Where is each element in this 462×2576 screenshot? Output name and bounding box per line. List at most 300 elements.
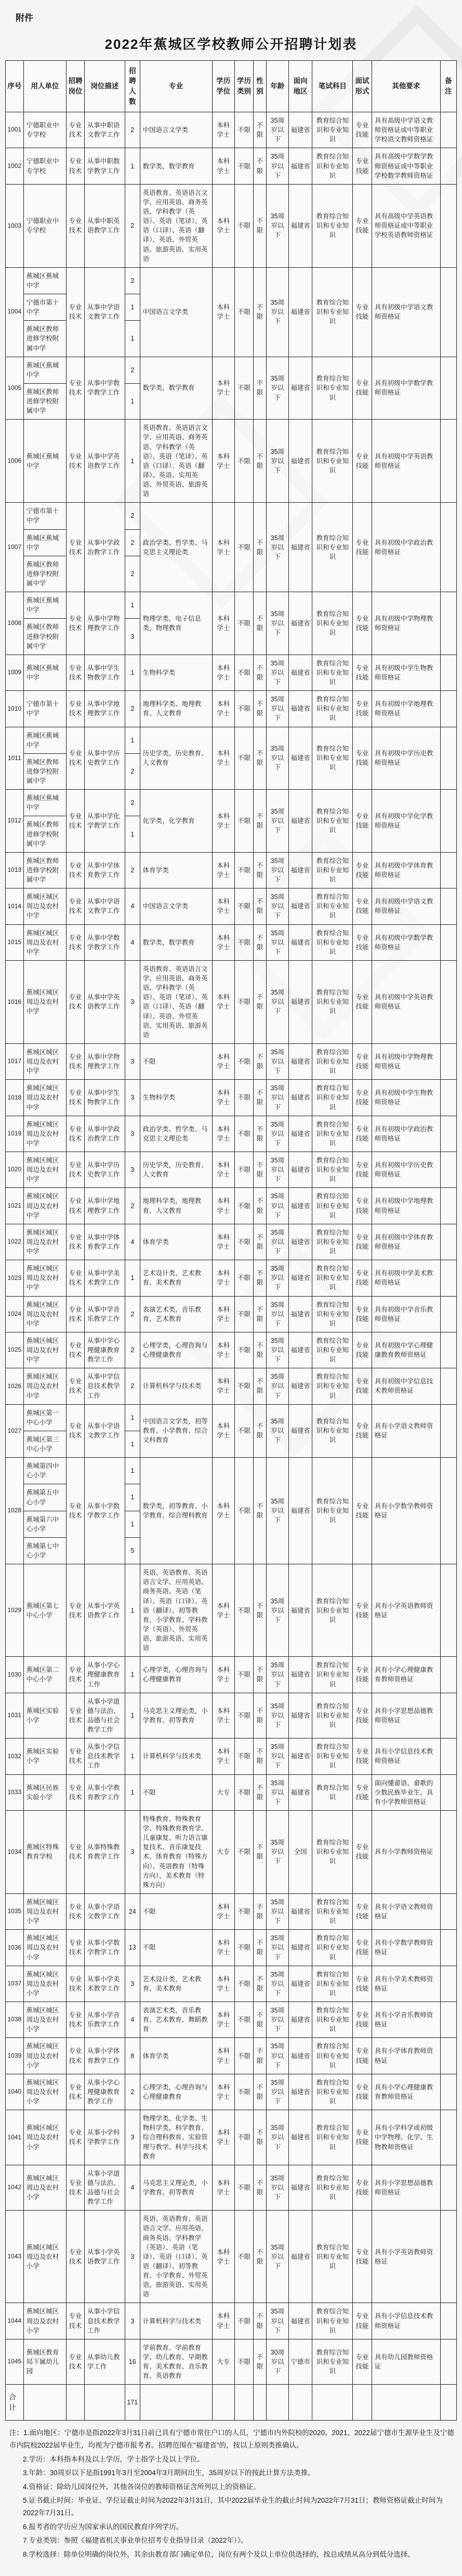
job-id-cell: 1011 <box>6 727 24 790</box>
written-exam-cell: 教育综合知识和专业知识 <box>312 357 353 420</box>
written-exam-cell: 教育综合知识和专业知识 <box>312 960 353 1043</box>
post-type-cell: 专业技术 <box>67 1368 85 1404</box>
remark-cell <box>440 184 456 267</box>
gender-cell: 不限 <box>254 1810 266 1893</box>
post-type-cell: 专业技术 <box>67 1966 85 2002</box>
gender-cell: 不限 <box>254 503 266 592</box>
remark-cell <box>440 503 456 592</box>
recruit-count-cell: 1 <box>125 321 140 357</box>
remark-cell <box>440 148 456 184</box>
post-description-cell: 从事中学体育教学工作 <box>84 1224 125 1260</box>
recruit-count-cell: 1 <box>125 1657 140 1693</box>
table-row <box>6 112 457 148</box>
region-cell: 福建省 <box>289 1296 312 1332</box>
post-type-cell: 专业技术 <box>67 184 85 267</box>
age-cell: 35周岁以下 <box>266 1043 288 1079</box>
post-type-cell: 专业技术 <box>67 888 85 924</box>
recruit-count-cell: 2 <box>125 503 140 529</box>
interview-form-cell: 专业技能 <box>353 1774 372 1810</box>
recruit-count-cell: 1 <box>125 1484 140 1511</box>
written-exam-cell: 教育综合知识和专业知识 <box>312 691 353 727</box>
employer-cell: 蕉城区第三中心小学 <box>23 1431 66 1457</box>
degree-cell: 本科学士 <box>212 1188 234 1224</box>
recruit-count-cell: 2 <box>125 691 140 727</box>
table-row <box>6 1188 457 1224</box>
other-requirements-cell: 具有初级中学美术教师资格证 <box>372 1260 440 1296</box>
gender-cell: 不限 <box>254 1296 266 1332</box>
employer-cell: 宁德市第十中学 <box>23 691 66 727</box>
notes-section <box>7 2427 455 2560</box>
region-cell: 福建省 <box>289 592 312 655</box>
other-requirements-cell: 具有初级中学心理健康教育教师资格证 <box>372 1332 440 1368</box>
age-cell: 35周岁以下 <box>266 790 288 853</box>
column-header-gender: 性别 <box>254 61 266 112</box>
other-requirements-cell: 具有初级中学生物教师资格证 <box>372 655 440 690</box>
degree-cell: 本科学士 <box>212 1224 234 1260</box>
table-row <box>6 1774 457 1810</box>
other-requirements-cell: 具有小学心理健康教育教师资格证 <box>372 1657 440 1693</box>
remark-cell <box>440 2038 456 2074</box>
post-type-cell: 专业技术 <box>67 2002 85 2038</box>
degree-cell: 大专 <box>212 1810 234 1893</box>
table-row <box>6 1738 457 1774</box>
remark-cell <box>440 2165 456 2211</box>
post-type-cell: 专业技术 <box>67 924 85 960</box>
remark-cell <box>440 790 456 853</box>
interview-form-cell: 专业技能 <box>353 2211 372 2303</box>
interview-form-cell: 专业技能 <box>353 1966 372 2002</box>
age-cell: 35周岁以下 <box>266 592 288 655</box>
degree-cell: 本科学士 <box>212 1368 234 1404</box>
job-id-cell: 1045 <box>6 2339 24 2385</box>
post-description-cell: 从事小学科学教学工作 <box>84 2110 125 2165</box>
post-description-cell: 从事中学信息技术教学工作 <box>84 1368 125 1404</box>
recruit-count-cell: 4 <box>125 888 140 924</box>
region-cell: 福建省 <box>289 1893 312 1929</box>
post-description-cell: 从事小学心理健康教育工作 <box>84 1657 125 1693</box>
edu-category-cell: 不限 <box>234 184 253 267</box>
written-exam-cell: 教育综合知识和专业知识 <box>312 1657 353 1693</box>
degree-cell: 本科学士 <box>212 2110 234 2165</box>
employer-cell: 蕉城区城区周边及农村中学 <box>23 1080 66 1116</box>
other-requirements-cell: 具有小学信息技术教师资格证 <box>372 1738 440 1774</box>
region-cell: 福建省 <box>289 184 312 267</box>
edu-category-cell: 不限 <box>234 924 253 960</box>
job-id-cell: 1033 <box>6 1774 24 1810</box>
post-type-cell: 专业技术 <box>67 1564 85 1657</box>
job-id-cell: 1012 <box>6 790 24 853</box>
interview-form-cell: 专业技能 <box>353 1152 372 1188</box>
empty-cell <box>84 2385 125 2421</box>
remark-cell <box>440 960 456 1043</box>
written-exam-cell: 教育综合知识和专业知识 <box>312 2165 353 2211</box>
interview-form-cell: 专业技能 <box>353 112 372 148</box>
age-cell: 35周岁以下 <box>266 2002 288 2038</box>
other-requirements-cell: 具有初级中学语文教师资格证 <box>372 267 440 357</box>
other-requirements-cell: 具有小学思想品德教师资格证 <box>372 1693 440 1738</box>
degree-cell: 本科学士 <box>212 1043 234 1079</box>
written-exam-cell: 教育综合知识和专业知识 <box>312 1224 353 1260</box>
other-requirements-cell: 具有小学数学教师资格证 <box>372 1458 440 1564</box>
edu-category-cell: 不限 <box>234 960 253 1043</box>
recruit-count-cell: 1 <box>125 1260 140 1296</box>
employer-cell: 蕉城区城区周边及农村中学 <box>23 1152 66 1188</box>
table-row <box>6 691 457 727</box>
remark-cell <box>440 1224 456 1260</box>
job-id-cell: 1023 <box>6 1260 24 1296</box>
edu-category-cell: 不限 <box>234 691 253 727</box>
employer-cell: 宁德职业中专学校 <box>23 184 66 267</box>
other-requirements-cell: 具有小学音乐教师资格证 <box>372 2002 440 2038</box>
remark-cell <box>440 1368 456 1404</box>
age-cell: 35周岁以下 <box>266 852 288 888</box>
major-cell: 中国语言文学类 <box>140 888 212 924</box>
interview-form-cell: 专业技能 <box>353 790 372 853</box>
major-cell: 英语、英语教育、英语语言文学、应用英语、商务英语、英语（笔译）、英语（口译）、英语（翻译）、初等教育、小学教育、学科教学（英语）、外贸英语、旅游英语、实用英语 <box>140 1564 212 1657</box>
gender-cell: 不限 <box>254 727 266 790</box>
post-description-cell: 从事小学语文教学工作 <box>84 1404 125 1458</box>
employer-cell: 蕉城区城区周边及农村小学 <box>23 2002 66 2038</box>
major-cell: 艺术设计类，艺术教育、美术教育 <box>140 1966 212 2002</box>
job-id-cell: 1006 <box>6 420 24 503</box>
written-exam-cell: 教育综合知识和专业知识 <box>312 727 353 790</box>
employer-cell: 蕉城区蕉城中学 <box>23 727 66 753</box>
column-header-interview: 面试形式 <box>353 61 372 112</box>
employer-cell: 蕉城区教师进修学校附属中学 <box>23 321 66 357</box>
age-cell: 35周岁以下 <box>266 924 288 960</box>
major-cell: 不限 <box>140 1930 212 1966</box>
interview-form-cell: 专业技能 <box>353 655 372 690</box>
post-type-cell: 专业技术 <box>67 790 85 853</box>
interview-form-cell: 专业技能 <box>353 1810 372 1893</box>
note-line: 8.学校选择：除单位明确的岗位外，其余由教育部门确定单位，岗位有两个及以上单位供选择的，按总成绩从高分到低分选择。 <box>23 2550 415 2558</box>
employer-cell: 蕉城区民族实验小学 <box>23 1774 66 1810</box>
recruit-count-cell: 5 <box>125 1537 140 1564</box>
gender-cell: 不限 <box>254 1152 266 1188</box>
recruit-count-cell: 8 <box>125 2038 140 2074</box>
empty-cell <box>67 2385 85 2421</box>
major-cell: 艺术设计类，艺术教育、美术教育 <box>140 1260 212 1296</box>
empty-cell <box>289 2385 312 2421</box>
employer-cell: 蕉城区城区周边及农村中学 <box>23 1043 66 1079</box>
table-row <box>6 2002 457 2038</box>
region-cell: 福建省 <box>289 503 312 592</box>
job-id-cell: 1018 <box>6 1080 24 1116</box>
job-id-cell: 1013 <box>6 852 24 888</box>
interview-form-cell: 专业技能 <box>353 1693 372 1738</box>
age-cell: 35周岁以下 <box>266 420 288 503</box>
region-cell: 福建省 <box>289 2002 312 2038</box>
employer-cell: 蕉城区城区周边及农村小学 <box>23 2211 66 2303</box>
age-cell: 35周岁以下 <box>266 2110 288 2165</box>
employer-cell: 蕉城区城区周边及农村小学 <box>23 1893 66 1929</box>
written-exam-cell: 教育综合知识和专业知识 <box>312 112 353 148</box>
written-exam-cell: 教育综合知识和专业知识 <box>312 924 353 960</box>
degree-cell: 本科学士 <box>212 592 234 655</box>
written-exam-cell: 教育综合知识和专业知识 <box>312 1296 353 1332</box>
recruit-count-cell: 1 <box>125 1564 140 1657</box>
employer-cell: 蕉城第五中心小学 <box>23 1484 66 1511</box>
post-description-cell: 从事小学美术教学工作 <box>84 1966 125 2002</box>
post-description-cell: 从事中学化学教学工作 <box>84 790 125 853</box>
remark-cell <box>440 1657 456 1693</box>
recruit-count-cell: 1 <box>125 1431 140 1457</box>
job-id-cell: 1041 <box>6 2110 24 2165</box>
post-description-cell: 从事小学音乐教学工作 <box>84 2002 125 2038</box>
edu-category-cell: 不限 <box>234 267 253 357</box>
job-id-cell: 1032 <box>6 1738 24 1774</box>
degree-cell: 本科学士 <box>212 1116 234 1152</box>
major-cell: 生物科学类 <box>140 1080 212 1116</box>
age-cell: 35周岁以下 <box>266 1930 288 1966</box>
written-exam-cell: 教育综合知识和专业知识 <box>312 2074 353 2110</box>
empty-cell <box>212 2385 234 2421</box>
remark-cell <box>440 2303 456 2339</box>
recruit-count-cell: 3 <box>125 1966 140 2002</box>
job-id-cell: 1008 <box>6 592 24 655</box>
edu-category-cell: 不限 <box>234 1693 253 1738</box>
remark-cell <box>440 888 456 924</box>
post-description-cell: 从事中学英语教学工作 <box>84 420 125 503</box>
column-header-other-requirements: 其他要求 <box>372 61 440 112</box>
edu-category-cell: 不限 <box>234 2303 253 2339</box>
edu-category-cell: 不限 <box>234 2074 253 2110</box>
edu-category-cell: 不限 <box>234 1774 253 1810</box>
table-row <box>6 592 457 619</box>
recruit-count-cell: 2 <box>125 2074 140 2110</box>
empty-cell <box>23 2385 66 2421</box>
recruit-count-cell: 1 <box>125 592 140 619</box>
interview-form-cell: 专业技能 <box>353 1188 372 1224</box>
employer-cell: 宁德职业中专学校 <box>23 112 66 148</box>
empty-cell <box>254 2385 266 2421</box>
job-id-cell: 1029 <box>6 1564 24 1657</box>
major-cell: 表演艺术类，音乐教育、艺术教育、舞蹈教育 <box>140 2002 212 2038</box>
recruit-count-cell: 2 <box>125 1296 140 1332</box>
region-cell: 福建省 <box>289 790 312 853</box>
post-type-cell: 专业技术 <box>67 1458 85 1564</box>
degree-cell: 本科学士 <box>212 1404 234 1458</box>
edu-category-cell: 不限 <box>234 852 253 888</box>
post-description-cell: 从事中学数学教学工作 <box>84 357 125 420</box>
other-requirements-cell: 具有初级中学体育教师资格证 <box>372 852 440 888</box>
degree-cell: 本科学士 <box>212 1080 234 1116</box>
post-description-cell: 从事小学教育教学工作 <box>84 1774 125 1810</box>
employer-cell: 蕉城区蕉城中学 <box>23 790 66 816</box>
table-row <box>6 888 457 924</box>
post-type-cell: 专业技术 <box>67 1080 85 1116</box>
interview-form-cell: 专业技能 <box>353 1893 372 1929</box>
gender-cell: 不限 <box>254 1332 266 1368</box>
post-type-cell: 专业技术 <box>67 2339 85 2385</box>
major-cell: 计算机科学与技术类 <box>140 1738 212 1774</box>
recruit-count-cell: 2 <box>125 529 140 556</box>
employer-cell: 蕉城区蕉城中学 <box>23 357 66 383</box>
post-type-cell: 专业技术 <box>67 1043 85 1079</box>
employer-cell: 蕉城第四中心小学 <box>23 1458 66 1484</box>
post-description-cell: 从事小学数学教学工作 <box>84 1458 125 1564</box>
edu-category-cell: 不限 <box>234 503 253 592</box>
other-requirements-cell: 具有初级中学物理教师资格证 <box>372 592 440 655</box>
employer-cell: 蕉城区教师进修学校附属中学 <box>23 556 66 592</box>
major-cell: 化学类，化学教育 <box>140 790 212 853</box>
table-row <box>6 1810 457 1893</box>
age-cell: 35周岁以下 <box>266 148 288 184</box>
degree-cell: 本科学士 <box>212 1564 234 1657</box>
table-row <box>6 655 457 690</box>
table-row <box>6 1368 457 1404</box>
job-id-cell: 1028 <box>6 1458 24 1564</box>
written-exam-cell: 教育综合知识和专业知识 <box>312 1738 353 1774</box>
job-id-cell: 1038 <box>6 2002 24 2038</box>
recruit-count-cell: 1 <box>125 1693 140 1738</box>
employer-cell: 蕉城区城区周边及农村小学 <box>23 1966 66 2002</box>
post-description-cell: 从事中学历史教学工作 <box>84 1152 125 1188</box>
written-exam-cell: 教育综合知识和专业知识 <box>312 420 353 503</box>
job-id-cell: 1025 <box>6 1332 24 1368</box>
table-row <box>6 267 457 294</box>
note-line: 注：1.面向地区：宁德市是指2022年3月31日前已具有宁德市常住户口的人员，宁德市内外院校的2020、2021、2022届宁德市生源毕业生及宁德市内院校2022届毕业生，均视为宁德市报考者。招聘范围在“福建省”的，按以上原则类推确认。 <box>9 2429 454 2449</box>
region-cell: 福建省 <box>289 1224 312 1260</box>
empty-cell <box>353 2385 372 2421</box>
post-type-cell: 专业技术 <box>67 691 85 727</box>
degree-cell: 本科学士 <box>212 1260 234 1296</box>
written-exam-cell: 教育综合知识和专业知识 <box>312 1152 353 1188</box>
degree-cell: 本科学士 <box>212 1458 234 1564</box>
edu-category-cell: 不限 <box>234 420 253 503</box>
employer-cell: 蕉城区城区周边及农村中学 <box>23 1296 66 1332</box>
employer-cell: 蕉城区第七中心小学 <box>23 1564 66 1657</box>
region-cell: 福建省 <box>289 2074 312 2110</box>
written-exam-cell: 教育综合知识和专业知识 <box>312 2303 353 2339</box>
written-exam-cell: 教育综合知识 <box>312 1774 353 1810</box>
employer-cell: 宁德市第十中学 <box>23 503 66 529</box>
other-requirements-cell: 具有小学信息技术教师资格证 <box>372 2303 440 2339</box>
age-cell: 35周岁以下 <box>266 1893 288 1929</box>
major-cell: 心理学类，心理咨询与心理健康教育 <box>140 2074 212 2110</box>
gender-cell: 不限 <box>254 2038 266 2074</box>
region-cell: 福建省 <box>289 1368 312 1404</box>
gender-cell: 不限 <box>254 1116 266 1152</box>
edu-category-cell: 不限 <box>234 1260 253 1296</box>
region-cell: 福建省 <box>289 1043 312 1079</box>
interview-form-cell: 专业技能 <box>353 1458 372 1564</box>
remark-cell <box>440 1188 456 1224</box>
post-description-cell: 从事中职数学教学工作 <box>84 148 125 184</box>
employer-cell: 蕉城区城区周边及农村中学 <box>23 1332 66 1368</box>
written-exam-cell: 教育综合知识和专业知识 <box>312 592 353 655</box>
empty-cell <box>372 2385 440 2421</box>
column-header-region: 面向地区 <box>289 61 312 112</box>
region-cell: 福建省 <box>289 1564 312 1657</box>
post-description-cell: 从事小学道德与法治、品德与社会教学工作 <box>84 1693 125 1738</box>
job-id-cell: 1009 <box>6 655 24 690</box>
major-cell: 不限 <box>140 1043 212 1079</box>
edu-category-cell: 不限 <box>234 1116 253 1152</box>
employer-cell: 蕉城区城区周边及农村小学 <box>23 2165 66 2211</box>
table-row <box>6 2211 457 2303</box>
interview-form-cell: 专业技能 <box>353 1404 372 1458</box>
post-type-cell: 专业技术 <box>67 357 85 420</box>
employer-cell: 蕉城区蕉城中学 <box>23 267 66 294</box>
degree-cell: 本科学士 <box>212 184 234 267</box>
post-type-cell: 专业技术 <box>67 2110 85 2165</box>
column-header-edu-category: 学历类别 <box>234 61 253 112</box>
post-description-cell: 从事中职英语教学工作 <box>84 184 125 267</box>
job-id-cell: 1043 <box>6 2211 24 2303</box>
edu-category-cell: 不限 <box>234 727 253 790</box>
recruit-count-cell: 2 <box>125 184 140 267</box>
major-cell: 体育学类 <box>140 1224 212 1260</box>
major-cell: 计算机科学与技术类 <box>140 1368 212 1404</box>
age-cell: 35周岁以下 <box>266 888 288 924</box>
job-id-cell: 1004 <box>6 267 24 357</box>
post-description-cell: 从事中学数学教学工作 <box>84 924 125 960</box>
post-type-cell: 专业技术 <box>67 1224 85 1260</box>
interview-form-cell: 专业技能 <box>353 184 372 267</box>
table-row <box>6 1296 457 1332</box>
interview-form-cell: 专业技能 <box>353 1260 372 1296</box>
region-cell: 福建省 <box>289 1260 312 1296</box>
gender-cell: 不限 <box>254 1188 266 1224</box>
recruit-count-cell: 4 <box>125 2002 140 2038</box>
major-cell: 历史学类，历史教育、人文教育 <box>140 727 212 790</box>
table-row <box>6 1657 457 1693</box>
interview-form-cell: 专业技能 <box>353 727 372 790</box>
degree-cell: 本科学士 <box>212 2165 234 2211</box>
age-cell: 35周岁以下 <box>266 1368 288 1404</box>
post-description-cell: 从事中学美术教学工作 <box>84 1260 125 1296</box>
remark-cell <box>440 727 456 790</box>
post-description-cell: 从事中学历史教学工作 <box>84 727 125 790</box>
remark-cell <box>440 1260 456 1296</box>
major-cell: 英语教育、英语语言文学、应用英语、商务英语、学科教学（英语）、英语（笔译）、英语（口译）、英语（翻译）、英语、实用英语、外贸英语、旅游英语 <box>140 420 212 503</box>
edu-category-cell: 不限 <box>234 2339 253 2385</box>
age-cell: 35周岁以下 <box>266 267 288 357</box>
note-line: 4.资格证：除幼儿园岗位外，其他各岗位的教师资格证含所列以上的资格证。 <box>23 2482 260 2491</box>
other-requirements-cell: 具有高级中学语文教师资格证或中等职业学校语文教师资格证 <box>372 112 440 148</box>
post-type-cell: 专业技术 <box>67 1930 85 1966</box>
gender-cell: 不限 <box>254 592 266 655</box>
employer-cell: 蕉城区城区周边及农村中学 <box>23 960 66 1043</box>
written-exam-cell: 教育综合知识和专业知识 <box>312 184 353 267</box>
interview-form-cell: 专业技能 <box>353 852 372 888</box>
recruit-count-cell: 3 <box>125 1116 140 1152</box>
table-row <box>6 357 457 383</box>
other-requirements-cell: 具有高级中学数学教师资格证或中等职业学校数学教师资格证 <box>372 148 440 184</box>
table-row <box>6 184 457 267</box>
post-type-cell: 专业技术 <box>67 2165 85 2211</box>
gender-cell: 不限 <box>254 1966 266 2002</box>
edu-category-cell: 不限 <box>234 148 253 184</box>
major-cell: 历史学类，历史教育、人文教育 <box>140 1152 212 1188</box>
note-line: 5.证书截止时间：毕业证、学位证截止时间为2022年3月31日，其中2022届毕业生的截止时间为2022年7月31日；教师资格证截止时间为2022年7月31日。 <box>23 2496 443 2517</box>
gender-cell: 不限 <box>254 1404 266 1458</box>
column-header-degree: 学历学位 <box>212 61 234 112</box>
region-cell: 福建省 <box>289 2165 312 2211</box>
column-header-desc: 岗位描述 <box>84 61 125 112</box>
gender-cell: 不限 <box>254 1930 266 1966</box>
job-id-cell: 1044 <box>6 2303 24 2339</box>
gender-cell: 不限 <box>254 2165 266 2211</box>
recruit-count-cell: 1 <box>125 727 140 753</box>
region-cell: 福建省 <box>289 691 312 727</box>
other-requirements-cell: 具有小学英语教师资格证 <box>372 1564 440 1657</box>
interview-form-cell: 专业技能 <box>353 420 372 503</box>
table-row <box>6 1404 457 1431</box>
written-exam-cell: 教育综合知识和专业知识 <box>312 1332 353 1368</box>
table-row <box>6 852 457 888</box>
